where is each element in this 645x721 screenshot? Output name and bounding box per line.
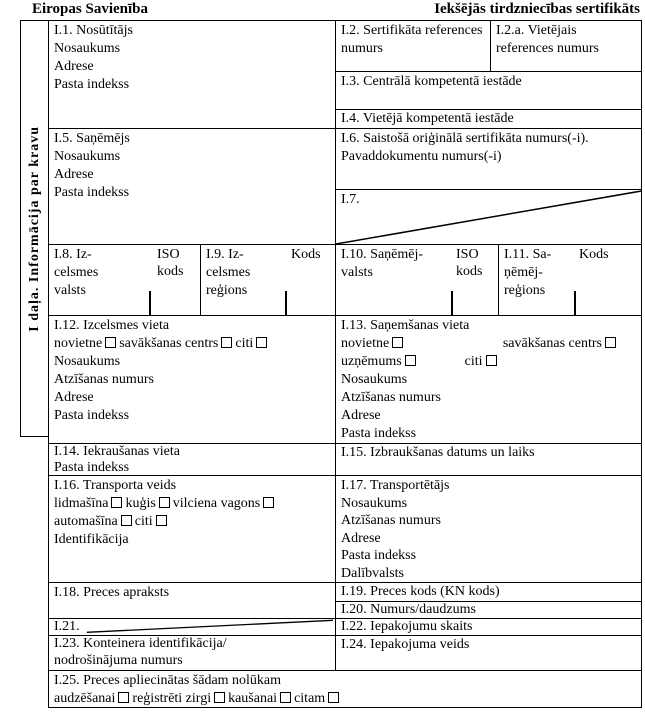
field-label: I.16. Transporta veids — [54, 478, 177, 493]
field-label: I.11. Sa- — [504, 247, 552, 262]
field-line: Nosaukums — [54, 354, 121, 369]
field-label: I.1. Nosūtītājs — [54, 23, 133, 38]
i12-options-line — [54, 335, 331, 353]
field-label: I.2.a. Vietējais references numurs — [496, 23, 600, 56]
checkbox-novietne[interactable] — [105, 337, 116, 348]
part-1-sidebar — [20, 20, 49, 437]
field-i7-struck-out — [335, 189, 642, 245]
field-line: reģions — [504, 283, 546, 298]
field-i2-certificate-reference — [335, 20, 491, 72]
field-line: Nosaukums — [341, 372, 408, 387]
field-label: I.9. Iz- — [206, 247, 244, 262]
field-label: I.6. Saistošā oriģinālā sertifikāta numurs(-i). — [341, 131, 589, 146]
checkbox-novietne[interactable] — [392, 337, 403, 348]
code-column-divider — [451, 291, 453, 315]
checkbox-kausanai[interactable] — [280, 692, 291, 703]
field-i3-central-authority — [335, 71, 642, 110]
field-i21-struck-out — [48, 618, 336, 636]
option-label: citi — [464, 354, 483, 369]
field-label: I.14. Iekraušanas vieta — [54, 444, 180, 459]
field-line: ņēmēj- — [504, 265, 543, 280]
field-line: Adrese — [54, 390, 94, 405]
option-label: kuģis — [125, 496, 156, 511]
i16-options-line-2 — [54, 513, 331, 531]
field-line: Pasta indekss — [54, 408, 130, 423]
option-label: lidmašīna — [54, 496, 109, 511]
field-label: I.20. Numurs/daudzums — [341, 602, 476, 617]
field-label: I.2. Sertifikāta references numurs — [341, 23, 483, 56]
iso-code-label: ISO kods — [157, 247, 184, 279]
field-label: I.4. Vietējā kompetentā iestāde — [341, 111, 514, 126]
field-line: Adrese — [54, 167, 94, 182]
field-i13-place-of-destination — [335, 315, 642, 444]
field-line: reģions — [206, 283, 248, 298]
field-i9-region-of-origin — [200, 244, 336, 316]
field-line: Nosaukums — [54, 41, 121, 56]
field-line: Nosaukums — [54, 149, 121, 164]
iso-code-label: ISO kods — [456, 247, 483, 279]
field-i19-commodity-code — [335, 582, 642, 602]
field-label: I.22. Iepakojumu skaits — [341, 619, 473, 634]
option-label: automašīna — [54, 514, 118, 529]
field-line: celsmes — [54, 265, 99, 280]
field-line: nodrošinājuma numurs — [54, 652, 183, 668]
i16-options-line-1 — [54, 495, 331, 513]
diagonal-strike-line — [49, 619, 335, 635]
option-label: savākšanas centrs — [119, 336, 219, 351]
checkbox-citi[interactable] — [486, 355, 497, 366]
field-i24-type-of-packaging — [335, 635, 642, 671]
option-label: citi — [134, 514, 153, 529]
field-label: I.15. Izbraukšanas datums un laiks — [341, 445, 535, 460]
option-label: novietne — [54, 336, 103, 351]
field-i14-place-of-loading — [48, 443, 336, 476]
field-line: Dalībvalsts — [341, 565, 404, 581]
field-line: Atzīšanas numurs — [341, 390, 441, 405]
field-line: Pasta indekss — [341, 548, 417, 563]
field-label: I.10. Saņēmēj- — [341, 247, 424, 262]
field-line: Identifikācija — [54, 532, 129, 547]
part-1-sidebar-label: I daļa. Informācija par kravu — [26, 125, 42, 332]
field-label: I.24. Iepakojuma veids — [341, 637, 470, 652]
option-label: kaušanai — [228, 690, 278, 706]
checkbox-lidmasina[interactable] — [111, 497, 122, 508]
i13-options-line-1 — [341, 335, 637, 353]
code-label: Kods — [291, 247, 321, 262]
field-i23-container-identification — [48, 635, 336, 671]
field-label: I.18. Preces apraksts — [54, 585, 170, 600]
field-label: I.13. Saņemšanas vieta — [341, 318, 470, 333]
option-label: vilciena vagons — [172, 496, 261, 511]
option-label: audzēšanai — [54, 690, 116, 706]
field-i8-country-of-origin — [48, 244, 201, 316]
checkbox-savaksanas-centrs[interactable] — [605, 337, 616, 348]
option-label: uzņēmums — [341, 354, 402, 369]
field-i25-commodities-certified-for — [48, 670, 642, 708]
field-i18-commodity-description — [48, 582, 336, 619]
field-label: I.7. — [341, 192, 360, 207]
field-line: Pasta indekss — [54, 459, 130, 475]
field-i20-quantity — [335, 601, 642, 619]
page-title-right: Iekšējās tirdzniecības sertifikāts — [434, 1, 640, 17]
option-group — [503, 335, 619, 353]
field-i17-transporter — [335, 475, 642, 583]
code-column-divider — [149, 291, 151, 315]
field-line: Adrese — [341, 408, 381, 423]
field-line: Pasta indekss — [54, 77, 130, 92]
page-title-left: Eiropas Savienība — [32, 1, 149, 17]
checkbox-vilciena-vagons[interactable] — [263, 497, 274, 508]
field-line: Atzīšanas numurs — [341, 513, 441, 528]
checkbox-uznemums[interactable] — [405, 355, 416, 366]
field-label: I.19. Preces kods (KN kods) — [341, 584, 500, 599]
checkbox-citi[interactable] — [256, 337, 267, 348]
code-label: Kods — [579, 247, 609, 262]
field-label: I.5. Saņēmējs — [54, 131, 130, 146]
field-label: I.8. Iz- — [54, 247, 92, 262]
option-group — [341, 335, 406, 353]
field-i1-consignor — [48, 20, 336, 129]
field-i12-place-of-origin — [48, 315, 336, 444]
field-i15-departure-date-time — [335, 443, 642, 476]
checkbox-kugis[interactable] — [159, 497, 170, 508]
i13-options-line-2 — [341, 353, 637, 371]
field-i4-local-authority — [335, 109, 642, 129]
code-column-divider — [574, 291, 576, 315]
field-line: Nosaukums — [341, 495, 408, 511]
i25-options-line — [54, 690, 637, 708]
field-i22-number-of-packages — [335, 618, 642, 636]
field-label: I.21. — [54, 619, 80, 634]
checkbox-registreti-zirgi[interactable] — [214, 692, 225, 703]
option-label: citi — [235, 336, 254, 351]
checkbox-savaksanas-centrs[interactable] — [221, 337, 232, 348]
option-label: novietne — [341, 336, 390, 351]
field-label: I.25. Preces apliecinātas šādam nolūkam — [54, 673, 282, 688]
field-i6-original-certificate-numbers — [335, 128, 642, 190]
field-i11-region-of-destination — [498, 244, 642, 316]
checkbox-audzesanai[interactable] — [118, 692, 129, 703]
field-label: I.3. Centrālā kompetentā iestāde — [341, 74, 522, 89]
option-label: citam — [294, 690, 326, 706]
checkbox-automasina[interactable] — [121, 515, 132, 526]
field-line: Pasta indekss — [341, 426, 417, 441]
field-line: Adrese — [54, 59, 94, 74]
field-i5-consignee — [48, 128, 336, 245]
code-column-divider — [285, 291, 287, 315]
field-line: Pasta indekss — [54, 185, 130, 200]
field-line: Adrese — [341, 530, 381, 546]
option-label: savākšanas centrs — [502, 336, 602, 351]
field-line: Pavaddokumentu numurs(-i) — [341, 149, 502, 164]
field-i16-means-of-transport — [48, 475, 336, 583]
field-label: I.12. Izcelsmes vieta — [54, 318, 170, 333]
field-label: I.17. Transportētājs — [341, 478, 450, 493]
checkbox-citam[interactable] — [328, 692, 339, 703]
field-line: Atzīšanas numurs — [54, 372, 154, 387]
field-line: celsmes — [206, 265, 251, 280]
field-i10-country-of-destination — [335, 244, 499, 316]
diagonal-strike-line — [336, 190, 641, 244]
checkbox-citi[interactable] — [156, 515, 167, 526]
field-line: valsts — [341, 265, 373, 280]
field-line: valsts — [54, 283, 86, 298]
option-label: reģistrēti zirgi — [132, 690, 212, 706]
field-label: I.23. Konteinera identifikācija/ — [54, 636, 227, 651]
field-i2a-local-reference — [490, 20, 642, 72]
